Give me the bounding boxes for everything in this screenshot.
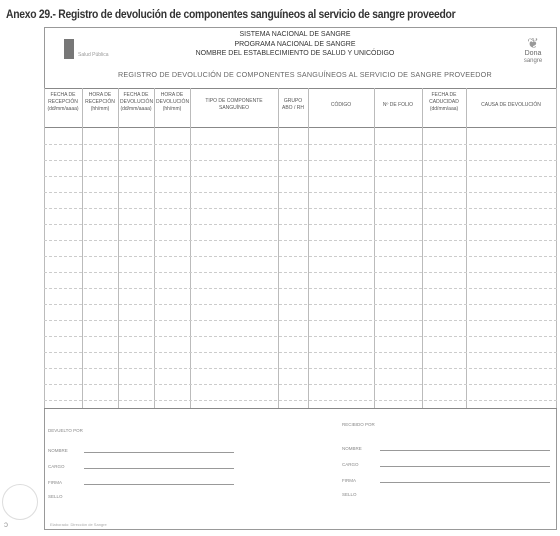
col-line — [556, 88, 557, 408]
col-line — [374, 88, 375, 408]
col-line — [44, 88, 45, 408]
table-row — [44, 240, 557, 241]
col-line — [308, 88, 309, 408]
dona-sangre-logo — [516, 36, 550, 76]
table-row — [44, 160, 557, 161]
table-row — [44, 304, 557, 305]
col-header-fecha-recepcion: FECHA DE RECEPCIÓN (dd/mm/aaaa) — [47, 92, 79, 112]
col-header-fecha-devolucion: FECHA DE DEVOLUCIÓN (dd/mm/aaaa) — [120, 92, 154, 112]
header-line-3: NOMBRE DEL ESTABLECIMIENTO DE SALUD Y UNICÓDIGO — [195, 50, 395, 57]
document-title: Anexo 29.- Registro de devolución de componentes sanguíneos al servicio de sangre proveedor — [6, 9, 456, 21]
left-label-firma: FIRMA — [48, 480, 62, 485]
right-line-cargo[interactable] — [380, 466, 550, 467]
right-line-firma[interactable] — [380, 482, 550, 483]
col-line — [466, 88, 467, 408]
right-label-firma: FIRMA — [342, 478, 356, 483]
table-row — [44, 224, 557, 225]
col-line — [82, 88, 83, 408]
table-row — [44, 320, 557, 321]
ministry-logo-icon — [64, 39, 74, 59]
table-row — [44, 352, 557, 353]
left-line-nombre[interactable] — [84, 452, 234, 453]
logo-word-1: Dona — [524, 50, 542, 57]
col-line — [118, 88, 119, 408]
logo-word-2: sangre — [523, 58, 543, 64]
left-label-sello: SELLO — [48, 494, 63, 499]
right-label-sello: SELLO — [342, 492, 357, 497]
left-label-nombre: NOMBRE — [48, 448, 68, 453]
faded-stamp-icon — [2, 484, 38, 520]
table-row — [44, 192, 557, 193]
table-row — [44, 384, 557, 385]
right-label-nombre: NOMBRE — [342, 446, 362, 451]
left-heading: DEVUELTO POR — [48, 428, 83, 433]
signature-section — [44, 408, 557, 531]
table-row — [44, 256, 557, 257]
table-row — [44, 368, 557, 369]
corner-mark-icon: ↄ — [4, 520, 8, 529]
col-line — [278, 88, 279, 408]
col-header-tipo-componente: TIPO DE COMPONENTE SANGUÍNEO — [205, 98, 263, 111]
col-line — [190, 88, 191, 408]
col-header-hora-devolucion: HORA DE DEVOLUCIÓN (hh/mm) — [156, 92, 190, 112]
left-label-cargo: CARGO — [48, 464, 65, 469]
col-header-codigo: CÓDIGO — [330, 102, 352, 108]
left-line-cargo[interactable] — [84, 468, 234, 469]
footer-note: Elaborado: Dirección de Sangre — [50, 522, 107, 527]
registry-table — [44, 88, 557, 408]
col-header-hora-recepcion: HORA DE RECEPCIÓN (hh/mm) — [85, 92, 115, 112]
table-row — [44, 176, 557, 177]
table-row — [44, 288, 557, 289]
left-line-firma[interactable] — [84, 484, 234, 485]
drop-icon: ❦ — [527, 35, 539, 51]
col-line — [154, 88, 155, 408]
header-line-1: SISTEMA NACIONAL DE SANGRE — [239, 31, 351, 38]
table-row — [44, 144, 557, 145]
ministry-logo-text: Salud Pública — [78, 52, 109, 58]
table-row — [44, 400, 557, 401]
header-line-2: PROGRAMA NACIONAL DE SANGRE — [234, 40, 356, 48]
form-subtitle: REGISTRO DE DEVOLUCIÓN DE COMPONENTES SANGUÍNEOS AL SERVICIO DE SANGRE PROVEEDOR — [118, 70, 492, 79]
form-header — [150, 30, 440, 59]
table-row — [44, 272, 557, 273]
right-label-cargo: CARGO — [342, 462, 359, 467]
table-row — [44, 336, 557, 337]
table-row — [44, 208, 557, 209]
right-line-nombre[interactable] — [380, 450, 550, 451]
right-heading: RECIBIDO POR — [342, 422, 375, 427]
col-header-grupo-abo: GRUPO ABO / RH — [282, 98, 304, 111]
col-header-caducidad: FECHA DE CADUCIDAD (dd/mm/aaa) — [429, 92, 459, 112]
col-header-folio: Nº DE FOLIO — [382, 102, 414, 108]
col-header-causa: CAUSA DE DEVOLUCIÓN — [481, 102, 541, 108]
col-line — [422, 88, 423, 408]
